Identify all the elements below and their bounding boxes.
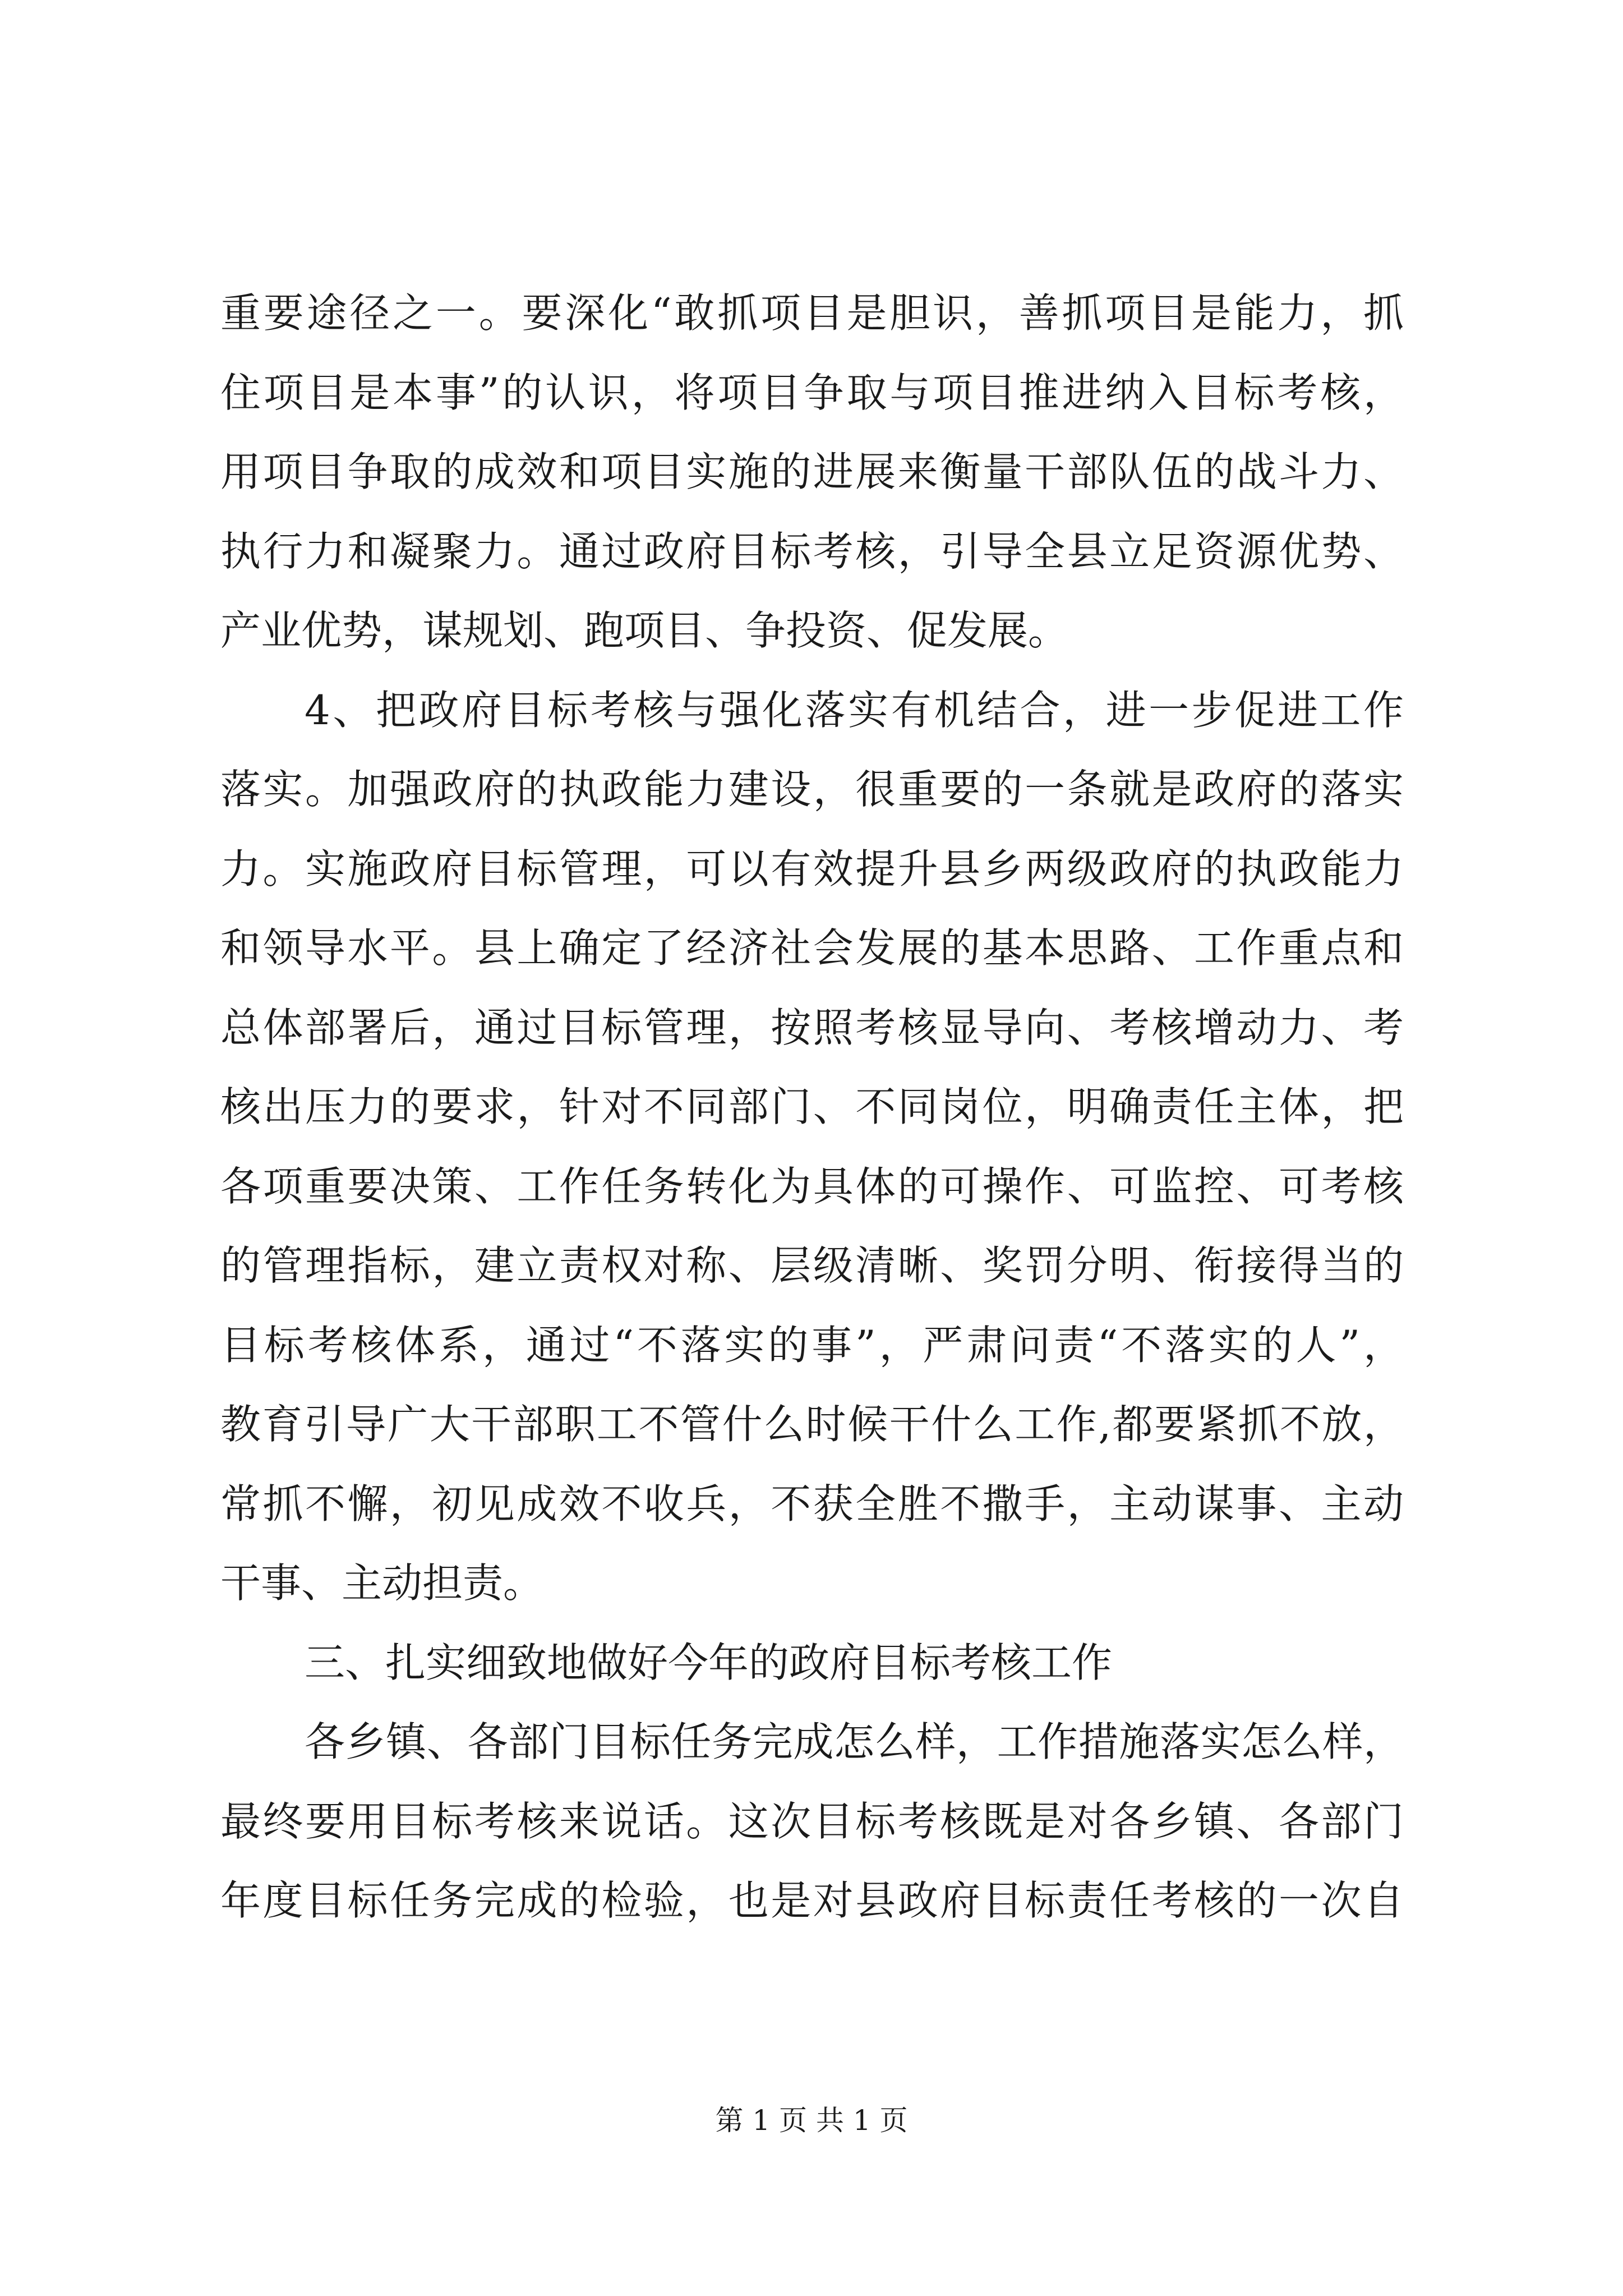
text-line: 和领导水平。县上确定了经济社会发展的基本思路、工作重点和 <box>220 924 1404 972</box>
page-number-footer: 第 1 页 共 1 页 <box>715 2104 908 2137</box>
document-body <box>220 274 1404 1941</box>
text-line: 目标考核体系，通过“不落实的事”，严肃问责“不落实的人”， <box>220 1321 1404 1369</box>
text-line: 的管理指标，建立责权对称、层级清晰、奖罚分明、衔接得当的 <box>220 1242 1404 1289</box>
text-line: 执行力和凝聚力。通过政府目标考核，引导全县立足资源优势、 <box>220 527 1404 575</box>
text-line: 重要途径之一。要深化“敢抓项目是胆识，善抓项目是能力，抓 <box>220 289 1404 337</box>
text-line: 干事、主动担责。 <box>220 1559 544 1607</box>
text-line: 力。实施政府目标管理，可以有效提升县乡两级政府的执政能力 <box>220 845 1404 892</box>
text-line: 总体部署后，通过目标管理，按照考核显导向、考核增动力、考 <box>220 1004 1404 1051</box>
text-line: 常抓不懈，初见成效不收兵，不获全胜不撒手，主动谋事、主动 <box>220 1480 1404 1527</box>
text-line: 教育引导广大干部职工不管什么时候干什么工作,都要紧抓不放， <box>220 1401 1404 1448</box>
text-line: 各项重要决策、工作任务转化为具体的可操作、可监控、可考核 <box>220 1162 1404 1210</box>
text-line: 各乡镇、各部门目标任务完成怎么样，工作措施落实怎么样， <box>305 1718 1404 1765</box>
text-line: 用项目争取的成效和项目实施的进展来衡量干部队伍的战斗力、 <box>220 448 1404 495</box>
text-line: 落实。加强政府的执政能力建设，很重要的一条就是政府的落实 <box>220 766 1404 813</box>
text-line: 住项目是本事”的认识，将项目争取与项目推进纳入目标考核， <box>220 369 1404 416</box>
text-line: 年度目标任务完成的检验，也是对县政府目标责任考核的一次自 <box>220 1877 1404 1924</box>
text-line: 产业优势，谋规划、跑项目、争投资、促发展。 <box>220 607 1069 654</box>
text-line: 最终要用目标考核来说话。这次目标考核既是对各乡镇、各部门 <box>220 1797 1404 1845</box>
text-line: 核出压力的要求，针对不同部门、不同岗位，明确责任主体，把 <box>220 1083 1404 1130</box>
text-line: 4、把政府目标考核与强化落实有机结合，进一步促进工作 <box>305 686 1404 734</box>
section-heading: 三、扎实细致地做好今年的政府目标考核工作 <box>305 1639 1113 1686</box>
